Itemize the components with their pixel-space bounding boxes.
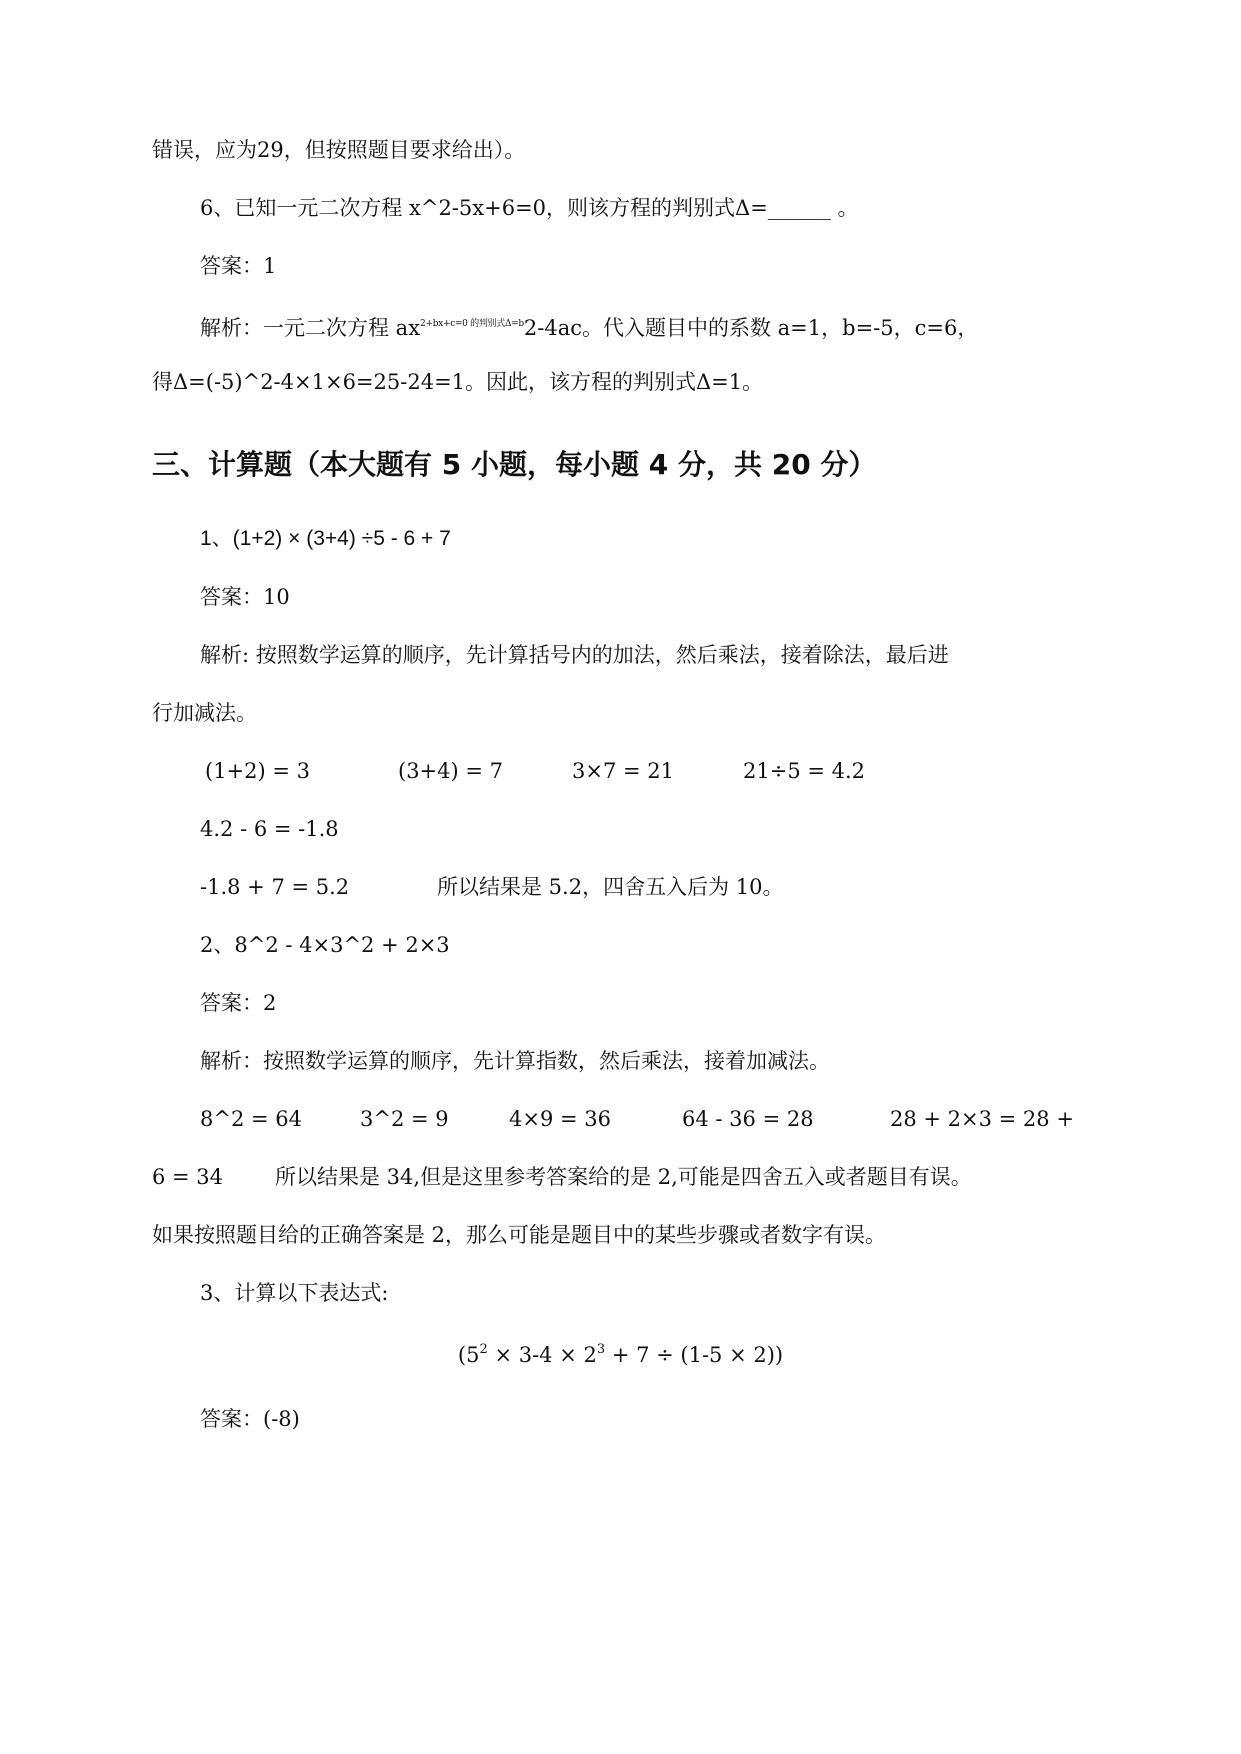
explanation-text: 2-4ac。代入题目中的系数 a=1，b=-5，c=6， (523, 316, 979, 340)
formula (0, 1340, 1241, 1370)
step-note: 所以结果是 5.2，四舍五入后为 10。 (437, 875, 784, 899)
question-1: 1、(1+2) × (3+4) ÷5 - 6 + 7 (200, 527, 451, 550)
question-3: 3、计算以下表达式: (200, 1281, 389, 1305)
step: 21÷5 = 4.2 (743, 759, 866, 783)
explanation-6-continued: 得Δ=(-5)^2-4×1×6=25-24=1。因此，该方程的判别式Δ=1。 (152, 370, 764, 394)
formula-part: + 7 ÷ (1-5 × 2)) (611, 1343, 784, 1367)
step: 3^2 = 9 (360, 1107, 449, 1131)
answer-2: 答案：2 (200, 991, 277, 1015)
step: 3×7 = 21 (572, 759, 674, 783)
formula-exponent: 3 (596, 1342, 606, 1357)
explanation-1-continued: 行加减法。 (152, 701, 257, 725)
section-heading: 三、计算题（本大题有 5 小题，每小题 4 分，共 20 分） (152, 448, 877, 481)
step: 4.2 - 6 = -1.8 (200, 817, 339, 841)
explanation-small-text: 2+bx+c=0 的判别式Δ=b (420, 319, 524, 329)
step: 6 = 34 (152, 1165, 224, 1189)
answer-3: 答案：(-8) (200, 1407, 300, 1431)
formula-part: × 3-4 × 2 (494, 1343, 597, 1367)
step: 8^2 = 64 (200, 1107, 302, 1131)
explanation-6 (200, 309, 978, 343)
explanation-2: 解析：按照数学运算的顺序，先计算指数，然后乘法，接着加减法。 (200, 1049, 830, 1073)
step-note: 所以结果是 34,但是这里参考答案给的是 2,可能是四舍五入或者题目有误。 (275, 1165, 972, 1189)
step: -1.8 + 7 = 5.2 (200, 875, 350, 899)
answer-1: 答案：10 (200, 585, 290, 609)
answer-6: 答案：1 (200, 254, 277, 278)
formula-exponent: 2 (479, 1342, 488, 1357)
text-line: 错误，应为29，但按照题目要求给出）。 (152, 138, 526, 162)
step: 4×9 = 36 (509, 1107, 611, 1131)
formula-part: (5 (457, 1343, 480, 1367)
step: (3+4) = 7 (398, 759, 504, 783)
explanation-1: 解析: 按照数学运算的顺序，先计算括号内的加法，然后乘法，接着除法，最后进 (200, 643, 949, 667)
step-note: 如果按照题目给的正确答案是 2，那么可能是题目中的某些步骤或者数字有误。 (152, 1223, 887, 1247)
step: 64 - 36 = 28 (682, 1107, 814, 1131)
step: 28 + 2×3 = 28 + (890, 1107, 1074, 1131)
question-2: 2、8^2 - 4×3^2 + 2×3 (200, 933, 450, 957)
step: (1+2) = 3 (205, 759, 311, 783)
explanation-text: 解析：一元二次方程 ax (200, 316, 421, 340)
question-6: 6、已知一元二次方程 x^2-5x+6=0，则该方程的判别式Δ=______ 。 (200, 196, 859, 220)
